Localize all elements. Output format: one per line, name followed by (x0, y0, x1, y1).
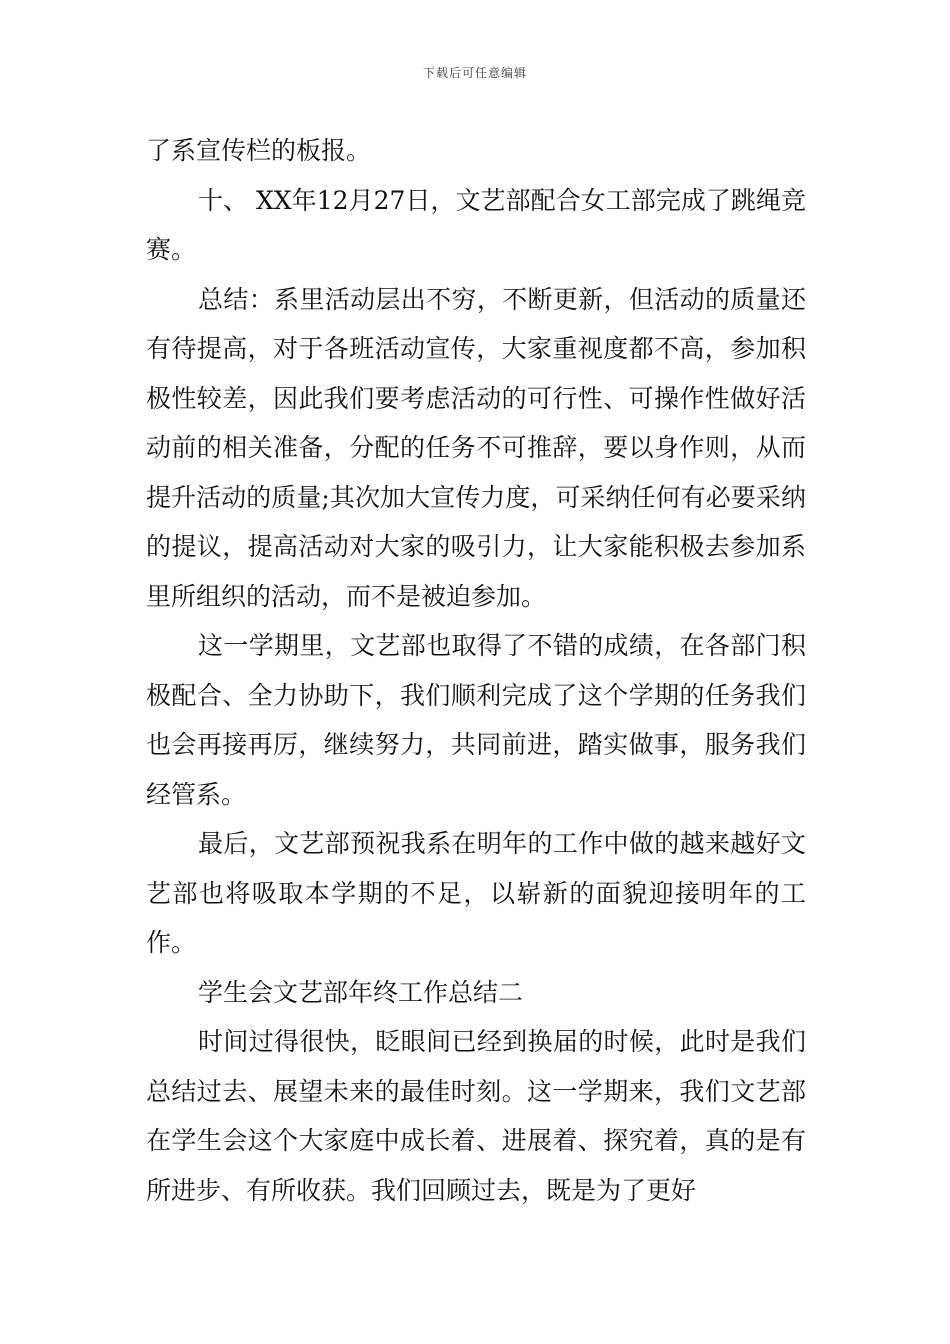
paragraph-4: 这一学期里，文艺部也取得了不错的成绩，在各部门积极配合、全力协助下，我们顺利完成了这个学期的任务我们也会再接再厉，继续努力，共同前进，踏实做事，服务我们经管系。 (146, 631, 806, 809)
paragraph-7: 时间过得很快，眨眼间已经到换届的时候，此时是我们总结过去、展望未来的最佳时刻。这一学期来，我们文艺部在学生会这个大家庭中成长着、进展着、探究着，真的是有所进步、有所收获。我们回顾过去，既是为了更好 (146, 1027, 806, 1205)
paragraph-2: 十、 XX年12月27日，文艺部配合女工部完成了跳绳竞赛。 (146, 185, 806, 264)
page-header: 下载后可任意编辑 (422, 66, 527, 80)
section-heading: 学生会文艺部年终工作总结二 (198, 977, 524, 1007)
paragraph-1: 了系宣传栏的板报。 (146, 136, 372, 165)
paragraph-3: 总结：系里活动层出不穷，不断更新，但活动的质量还有待提高，对于各班活动宣传，大家重视度都不高，参加积极性较差，因此我们要考虑活动的可行性、可操作性做好活动前的相关准备，分配的任务不可推辞，要以身作则，从而提升活动的质量;其次加大宣传力度，可采纳任何有必要采纳的提议，提高活动对大家的吸引力，让大家能积极去参加系里所组织的活动，而不是被迫参加。 (146, 284, 806, 611)
paragraph-5: 最后，文艺部预祝我系在明年的工作中做的越来越好文艺部也将吸取本学期的不足，以崭新的面貌迎接明年的工作。 (146, 829, 806, 957)
document-body (146, 126, 806, 1215)
